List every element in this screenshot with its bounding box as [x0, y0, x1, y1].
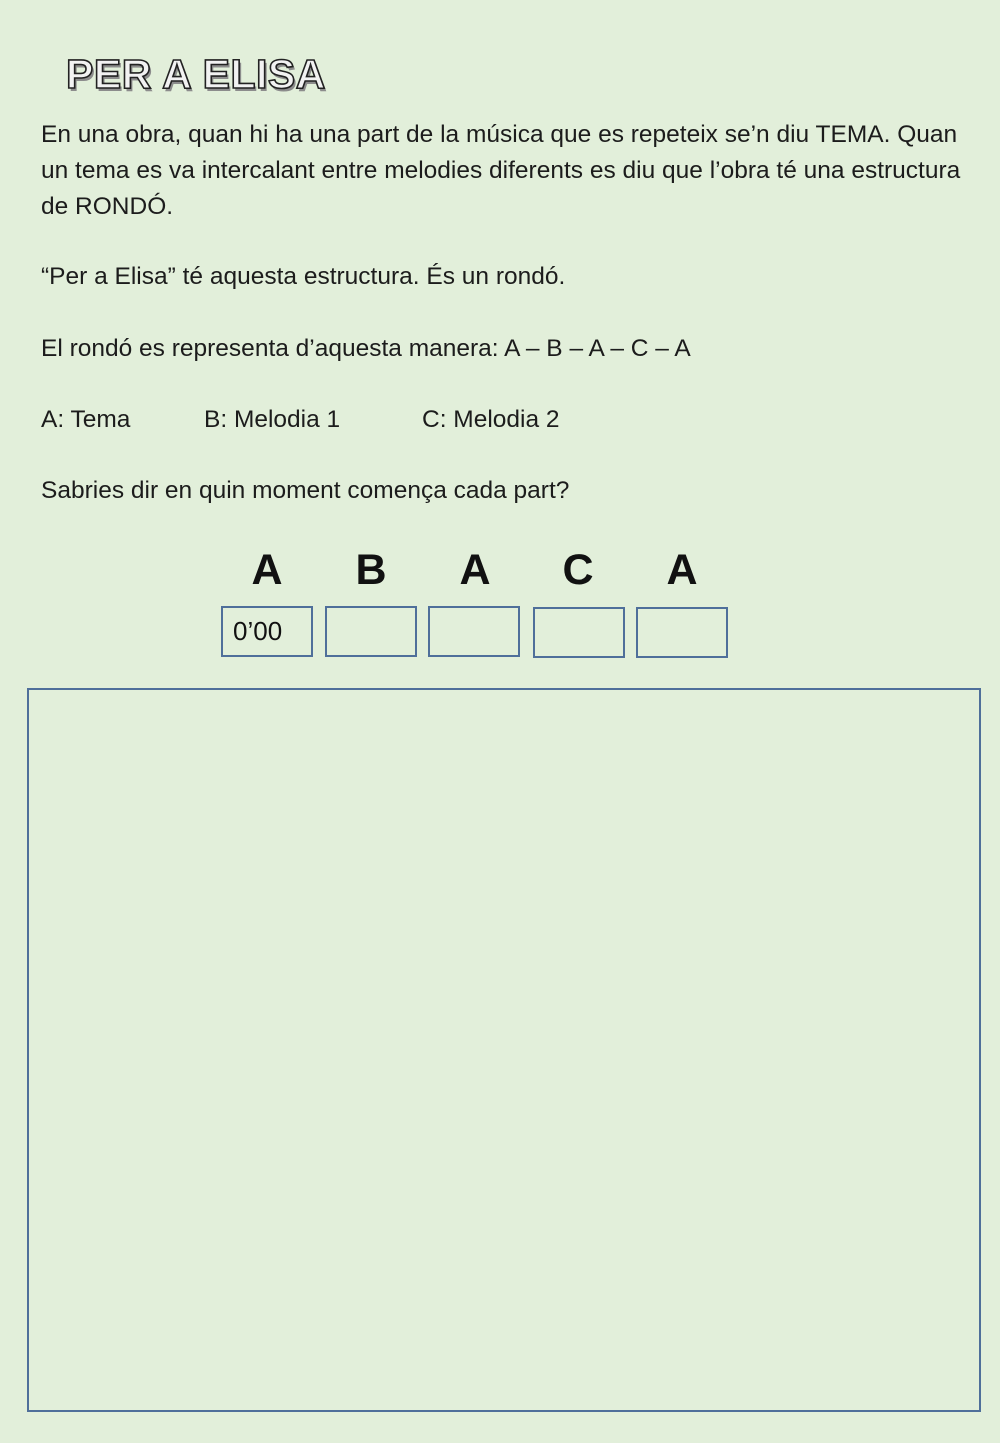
intro-paragraph: En una obra, quan hi ha una part de la música que es repeteix se’n diu TEMA. Quan un tema es va intercalant entre melodies diferents es diu que l’obra té una estructura de RONDÓ. — [41, 121, 961, 220]
question-paragraph: Sabries dir en quin moment comença cada part? — [41, 477, 570, 504]
answer-box-4[interactable] — [533, 607, 625, 658]
representation-paragraph: El rondó es representa d’aquesta manera: A – B – A – C – A — [41, 335, 691, 362]
answer-box-5[interactable] — [636, 607, 728, 658]
media-area[interactable] — [27, 688, 981, 1412]
legend-item-b: B: Melodia 1 — [204, 406, 341, 433]
sequence-letter-5: A — [666, 546, 698, 594]
answer-box-1[interactable]: 0’00 — [221, 606, 313, 657]
legend-item-a: A: Tema — [41, 406, 131, 433]
sequence-letter-2: B — [355, 546, 387, 594]
sequence-letter-3: A — [459, 546, 491, 594]
sequence-letter-1: A — [251, 546, 283, 594]
legend-item-c: C: Melodia 2 — [422, 406, 560, 433]
answer-box-2[interactable] — [325, 606, 417, 657]
statement-paragraph: “Per a Elisa” té aquesta estructura. És un rondó. — [41, 263, 566, 290]
sequence-letter-4: C — [562, 546, 594, 594]
answer-box-3[interactable] — [428, 606, 520, 657]
page-title: PER A ELISA — [66, 51, 326, 97]
